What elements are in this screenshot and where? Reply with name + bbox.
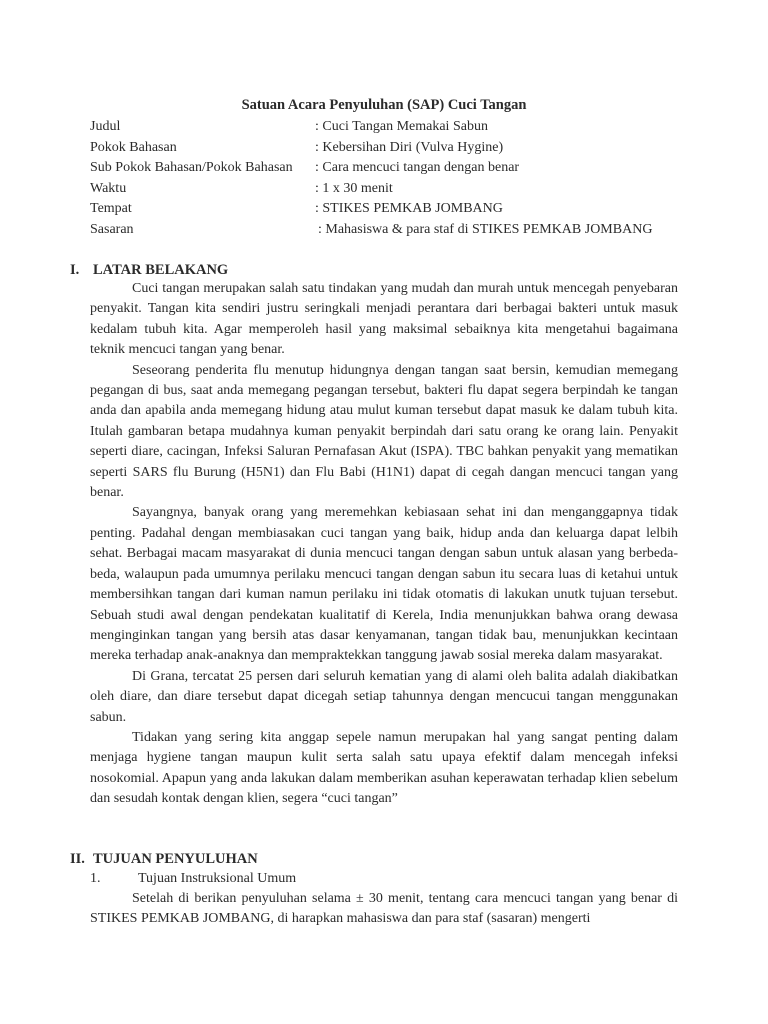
- paragraph: Di Grana, tercatat 25 persen dari seluruh kematian yang di alami oleh balita adalah diakibatkan oleh diare, dan diare tersebut dapat dicegah setiap tahunnya dengan mencucui tangan menggunakan sabun.: [90, 668, 678, 725]
- meta-label: Tempat: [90, 201, 132, 216]
- paragraph: Sayangnya, banyak orang yang meremehkan kebiasaan sehat ini dan menganggapnya tidak penting. Padahal dengan membiasakan cuci tangan yang baik, hidup anda dan keluarga dapat lelbih sehat. Berbagai macam masyarakat di dunia mencuci tangan dengan sabun untuk alasan yang berbeda-beda, walaupun pada umumnya perilaku mencuci tangan dengan sabun itu secara luas di ketahui untuk membersihkan tangan dari kuman namun perilaku ini tidak otomatis di lakukan unutk tujuan tersebut. Sebuah studi awal dengan pendekatan kualitatif di Kerela, India menunjukkan bahwa orang dewasa menginginkan tangan yang bersih atas dasar kenyamanan, tangan tidak bau, menunjukkan kecintaan mereka terhadap anak-anaknya dan mempraktekkan tanggung jawab sosial mereka dalam masyarakat.: [90, 505, 678, 664]
- meta-row-tempat: [90, 199, 680, 220]
- meta-row-sub-pokok-bahasan: [90, 158, 680, 179]
- section-number: I.: [70, 262, 80, 278]
- subsection-number: 1.: [90, 871, 101, 886]
- meta-value: : 1 x 30 menit: [315, 180, 393, 196]
- meta-table: [90, 117, 680, 240]
- subsection-heading: [90, 869, 296, 889]
- meta-value: : Cara mencuci tangan dengan benar: [315, 160, 520, 175]
- paragraph: Setelah di berikan penyuluhan selama ± 30 menit, tentang cara mencuci tangan yang benar di STIKES PEMKAB JOMBANG, di harapkan mahasiswa dan para staf (sasaran) mengerti: [90, 891, 678, 927]
- meta-value: : Cuci Tangan Memakai Sabun: [315, 119, 488, 134]
- paragraph: Tidakan yang sering kita anggap sepele namun merupakan hal yang sangat penting dalam menjaga hygiene tangan maupun kulit serta salah satu upaya efektif dalam mencegah infeksi nosokomial. Apapun yang anda lakukan dalam memberikan asuhan keperawatan terhadap klien sebelum dan sesudah kontak dengan klien, segera “cuci tangan”: [90, 729, 678, 807]
- section-body-tujuan: [90, 889, 678, 930]
- section-heading-tujuan-penyuluhan: [70, 849, 258, 869]
- meta-label: Waktu: [90, 180, 127, 196]
- meta-label: Sub Pokok Bahasan/Pokok Bahasan: [90, 160, 293, 175]
- meta-label: Judul: [90, 119, 121, 134]
- meta-label: Pokok Bahasan: [90, 139, 177, 155]
- subsection-title: Tujuan Instruksional Umum: [138, 871, 297, 886]
- paragraph: Seseorang penderita flu menutup hidungnya dengan tangan saat bersin, kemudian memegang pegangan di bus, saat anda memegang pegangan tersebut, bakteri flu dapat segera berpindah ke tangan anda dan apabila anda memegang hidung atau mulut kuman tersebut dapat masuk ke dalam tubuh kita. Itulah gambaran betapa mudahnya kuman penyakit berpindah dari satu orang ke orang lain. Penyakit seperti diare, cacingan, Infeksi Saluran Pernafasan Akut (ISPA). TBC bahkan penyakit yang mematikan seperti SARS flu Burung (H5N1) dan Flu Babi (H1N1) dapat di cegah dangan mencuci tangan yang benar.: [90, 362, 678, 501]
- section-number: II.: [70, 851, 85, 867]
- section-body-latar-belakang: [90, 279, 678, 810]
- paragraph: Cuci tangan merupakan salah satu tindakan yang mudah dan murah untuk mencegah penyebaran penyakit. Tangan kita sendiri justru seringkali menjadi perantara dari berbagai bakteri untuk masuk kedalam tubuh kita. Agar memperoleh hasil yang maksimal sebaiknya kita mengetahui bagaimana teknik mencuci tangan yang benar.: [90, 281, 678, 358]
- meta-row-pokok-bahasan: [90, 138, 680, 159]
- meta-value: : STIKES PEMKAB JOMBANG: [315, 201, 503, 216]
- meta-value: : Mahasiswa & para staf di STIKES PEMKAB JOMBANG: [318, 221, 653, 237]
- meta-row-judul: [90, 117, 680, 138]
- section-title: TUJUAN PENYULUHAN: [93, 851, 258, 867]
- meta-row-sasaran: [90, 220, 680, 241]
- section-heading-latar-belakang: [70, 260, 228, 280]
- meta-value: : Kebersihan Diri (Vulva Hygine): [315, 139, 504, 155]
- meta-row-waktu: [90, 179, 680, 200]
- document-title: Satuan Acara Penyuluhan (SAP) Cuci Tangan: [241, 97, 527, 113]
- meta-label: Sasaran: [90, 221, 134, 237]
- section-title: LATAR BELAKANG: [93, 262, 229, 278]
